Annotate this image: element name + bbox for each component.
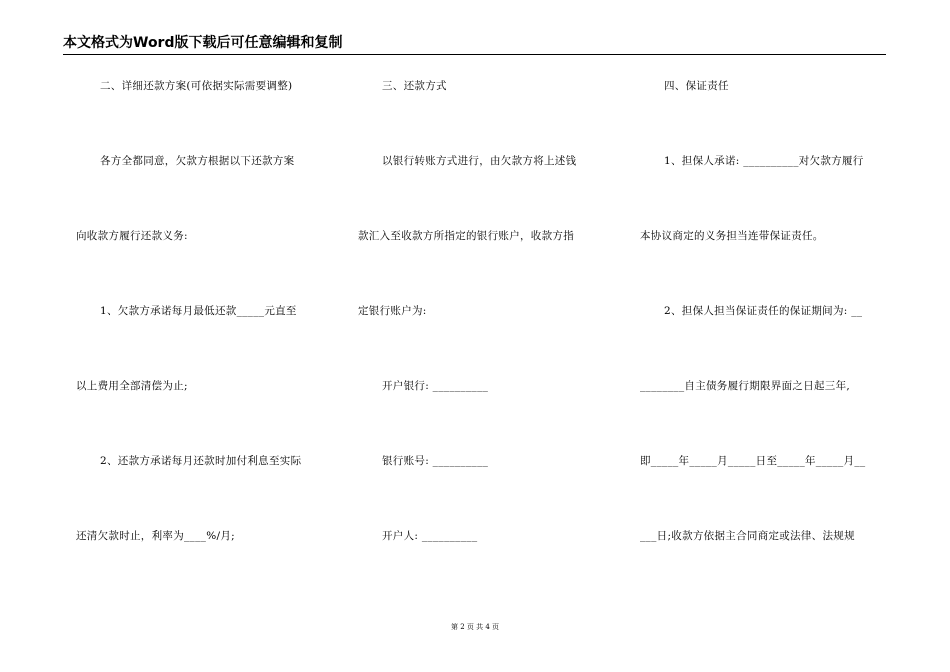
- col3-line-7: ___日;收款方依据主合同商定或法律、法规规: [640, 530, 855, 542]
- col2-line-6: 银行账号: __________: [382, 455, 489, 467]
- col2-line-1: 三、还款方式: [382, 80, 447, 92]
- col3-line-6: 即_____年_____月_____日至_____年_____月__: [640, 455, 866, 467]
- page-footer: 第 2 页 共 4 页: [450, 623, 500, 631]
- col1-line-7: 还清欠款时止，利率为____%/月;: [76, 530, 235, 542]
- col3-line-2: 1、担保人承诺: __________对欠款方履行: [664, 155, 864, 167]
- col2-line-2: 以银行转账方式进行，由欠款方将上述钱: [382, 155, 577, 167]
- col2-line-4: 定银行账户为:: [358, 305, 427, 317]
- col1-line-6: 2、还款方承诺每月还款时加付利息至实际: [100, 455, 302, 467]
- col2-line-3: 款汇入至收款方所指定的银行账户，收款方指: [358, 230, 574, 242]
- col1-line-4: 1、欠款方承诺每月最低还款_____元直至: [100, 305, 297, 317]
- col3-line-3: 本协议商定的义务担当连带保证责任。: [640, 230, 824, 242]
- header-title: 本文格式为Word版下载后可任意编辑和复制: [63, 35, 343, 51]
- col1-line-2: 各方全都同意，欠款方根据以下还款方案: [100, 155, 295, 167]
- col1-line-3: 向收款方履行还款义务:: [76, 230, 188, 242]
- col3-line-5: ________自主债务履行期限界面之日起三年,: [640, 380, 851, 392]
- col2-line-5: 开户银行: __________: [382, 380, 489, 392]
- col1-line-5: 以上费用全部清偿为止;: [76, 380, 188, 392]
- page-header: [63, 34, 886, 55]
- col1-line-1: 二、详细还款方案(可依据实际需要调整): [100, 80, 293, 92]
- col3-line-4: 2、担保人担当保证责任的保证期间为: __: [664, 305, 863, 317]
- col3-line-1: 四、保证责任: [664, 80, 729, 92]
- col2-line-7: 开户人: __________: [382, 530, 478, 542]
